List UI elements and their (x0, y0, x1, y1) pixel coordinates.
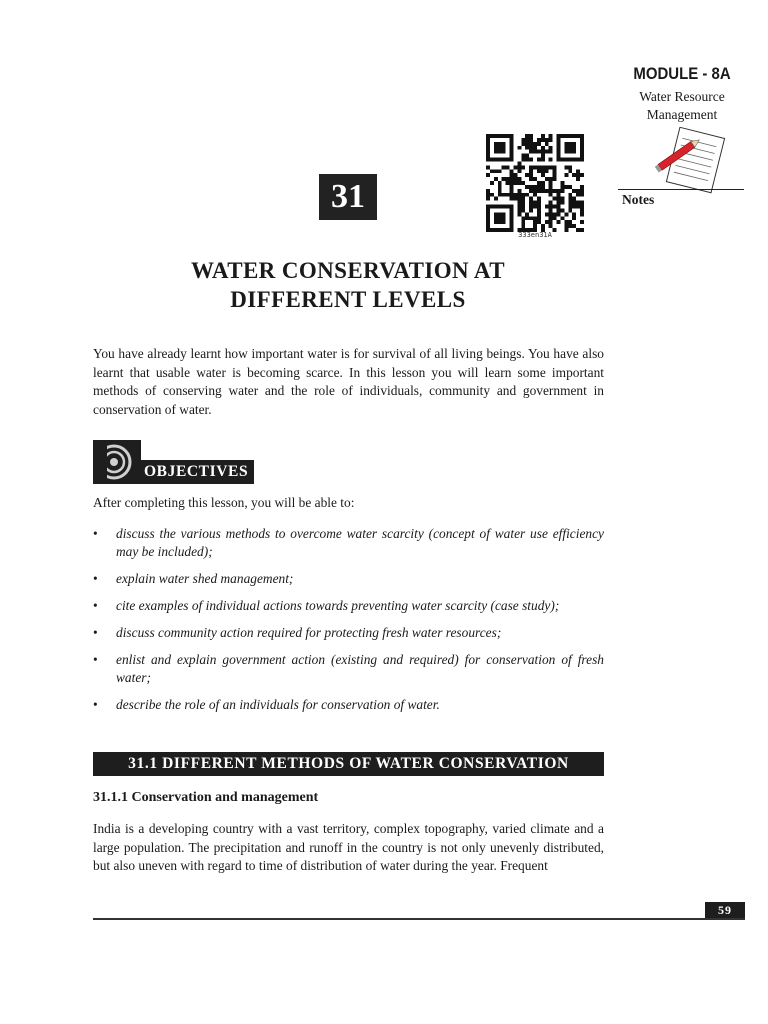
footer-divider (93, 918, 745, 920)
bullet-icon: • (93, 598, 98, 613)
subsection-heading: 31.1.1 Conservation and management (93, 790, 319, 805)
bullet-icon: • (93, 697, 98, 712)
title-line2: DIFFERENT LEVELS (230, 287, 466, 312)
bullet-icon: • (93, 625, 98, 640)
notes-label: Notes (622, 192, 655, 207)
section-heading: 31.1 DIFFERENT METHODS OF WATER CONSERVATION (93, 752, 604, 776)
module-title: MODULE - 8A (633, 64, 731, 83)
section-paragraph: India is a developing country with a vast territory, complex topography, varied climate and a large population. The precipitation and runoff in the country is not only unevenly distributed, but also uneven with regard to time of distribution of water during the year. Frequent (93, 821, 604, 873)
module-subtitle-line1: Water Resource (639, 89, 725, 104)
objectives-intro: After completing this lesson, you will be able to: (93, 495, 355, 510)
bullet-icon: • (93, 652, 98, 667)
objective-item: • enlist and explain government action (existing and required) for conservation of fresh water; (93, 652, 604, 685)
objective-item: • discuss community action required for protecting fresh water resources; (93, 625, 502, 640)
objective-item: • cite examples of individual actions towards preventing water scarcity (case study); (93, 598, 560, 613)
qr-code-label: 333en31A (518, 231, 552, 239)
objectives-target-icon (93, 440, 141, 484)
qr-code-icon (486, 134, 584, 232)
page-number: 59 (705, 902, 745, 918)
objective-item: • describe the role of an individuals for conservation of water. (93, 697, 440, 712)
module-subtitle-line2: Management (646, 107, 718, 122)
intro-paragraph: You have already learnt how important water is for survival of all living beings. You have also learnt that usable water is becoming scarce. In this lesson you will learn some important methods of conserving water and the role of individuals, community and government in conservation of water. (93, 346, 604, 417)
title-line1: WATER CONSERVATION AT (191, 258, 505, 283)
objectives-heading: OBJECTIVES (139, 460, 254, 484)
objectives-list (93, 525, 604, 723)
objective-item: • explain water shed management; (93, 571, 294, 586)
sidebar-divider (618, 189, 744, 190)
bullet-icon: • (93, 526, 98, 541)
objective-item: • discuss the various methods to overcome water scarcity (concept of water use efficiency may be included); (93, 526, 604, 559)
chapter-number: 31 (319, 174, 377, 220)
page-title (150, 256, 546, 314)
bullet-icon: • (93, 571, 98, 586)
